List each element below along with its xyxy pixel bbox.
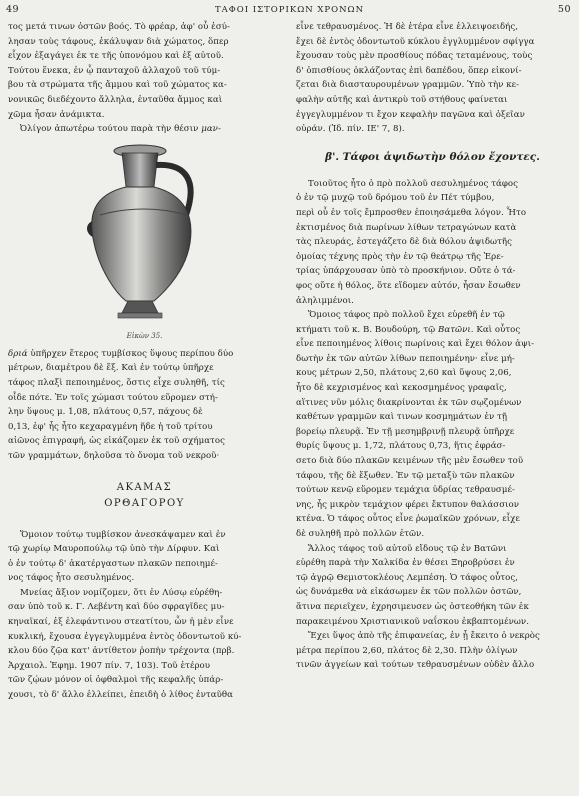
- text-line: ὁμοίας τέχνης πρὸς τὴν ἐν τῷ θεάτρῳ τῆς Ἐρε-: [296, 251, 504, 262]
- text-line: Τούτου ἕνεκα, ἐν ᾧ πανταχοῦ ἀλλαχοῦ τοῦ τύμ-: [8, 65, 221, 76]
- figure-caption: Εἰκὼν 35.: [126, 331, 163, 340]
- text-line: κτένα. Ὁ τάφος οὗτος εἶνε ῥωμαϊκῶν χρόνων, εἶχε: [296, 514, 520, 525]
- section-subheading: β'. Τάφοι ἁψιδωτὴν θόλον ἔχοντες.: [325, 150, 540, 163]
- text-line: τὰς πλευράς, ἐστεγάζετο δὲ διὰ θόλου ἁψιδωτῆς: [296, 237, 512, 248]
- text-line: Ἄλλος τάφος τοῦ αὐτοῦ εἴδους τῷ ἐν Βατῶνι: [308, 543, 507, 554]
- text-line: τινῶν ἀγγείων καὶ τούτων τεθραυσμένων οὐδὲν ἄλλο: [296, 660, 535, 671]
- text-line: Ὅμοιον τούτῳ τυμβίσκον ἀνεσκάψαμεν καὶ ἐν: [20, 529, 226, 540]
- text-line: ἅτινα περιεῖχεν, ἐχρησιμευσεν ὡς ὀστεοθήκη τῶν ἐκ: [296, 601, 529, 612]
- text-line: ἀληλιμμένοι.: [296, 295, 354, 306]
- inscription-line-2: ΟΡΘΑΓΟΡΟΥ: [104, 497, 185, 509]
- text-line: κηναϊκαί, ἐξ ἐλεφάντινου στεατίτου, ὧν ἡ μὲν εἶνε: [8, 617, 234, 628]
- text-line: τῷ ἀγρῷ Θεμιστοκλέους Λεμπέση. Ὁ τάφος οὗτος,: [296, 572, 519, 583]
- text-line: κους μέτρων 2,50, πλάτους 2,60 καὶ ὕψους 2,06,: [296, 368, 512, 379]
- running-title: ΤΑΦΟΙ ΙΣΤΟΡΙΚΩΝ ΧΡΟΝΩΝ: [214, 5, 365, 15]
- text-line: Τοιοῦτος ἦτο ὁ πρὸ πολλοῦ σεσυλημένος τάφος: [308, 178, 519, 189]
- text-line: κτήματι τοῦ κ. Β. Βουδούρη, τῷ Βατῶνι. Καὶ οὗτος: [296, 324, 521, 335]
- text-line: μέτρων, διαμέτρου δὲ ἕξ. Καὶ ἐν τούτῳ ὑπῆρχε: [8, 363, 214, 374]
- text-line: τῷ χωρίῳ Μαυροπούλῳ τῷ ὑπὸ τὴν Δίρφυν. Καὶ: [8, 544, 220, 555]
- text-line: Ὀλίγον ἀπωτέρω τούτου παρὰ τὴν θέσιν μαν-: [20, 124, 221, 135]
- text-line: δὲ συληθῆ πρὸ πολλῶν ἐτῶν.: [296, 529, 425, 539]
- text-line: τῶν ζῴων μόνον οἱ ὀφθαλμοὶ τῆς κεφαλῆς ὑπάρ-: [8, 675, 224, 686]
- text-line: τάφου, τῆς δὲ ἔξωθεν. Ἐν τῷ μεταξὺ τῶν πλακῶν: [296, 470, 515, 481]
- text-line: Ἔχει ὕψος ἀπὸ τῆς ἐπιφανείας, ἐν ᾗ ἔκειτο ὁ νεκρὸς: [308, 631, 540, 642]
- text-line: σετο διὰ δύο πλακῶν κειμένων τῆς μὲν ἔσωθεν τοῦ: [296, 456, 524, 467]
- text-line: παρακειμένου Χριστιανικοῦ ναΐσκου ἐκβαπτομένων.: [296, 616, 529, 627]
- inscription-line-1: ΑΚΑΜΑΣ: [116, 481, 173, 493]
- text-line: ἔχει δὲ ἐντὸς ὀδοντωτοῦ κύκλου ἐγγλυμμένον σφίγγα: [296, 36, 535, 47]
- text-line: εἶχον ἐξαγάγει ἐκ τε τῆς ὑπονόμου καὶ ἐξ αὐτοῦ.: [8, 51, 224, 62]
- text-line: μέτρα περίπου 2,60, πλάτος δὲ 2,30. Πλὴν ὀλίγων: [296, 645, 518, 656]
- text-line: χῶμα ἦσαν ἀνάμικτα.: [8, 109, 105, 120]
- text-line: εἶνε πεποιημένος λίθοις πωρίνοις καὶ ἔχει θόλον ἁψι-: [296, 339, 535, 350]
- text-line: Ὅμοιος τάφος πρὸ πολλοῦ ἔχει εὑρεθῆ ἐν τῷ: [308, 310, 505, 321]
- text-line: ἐκτισμένος διὰ πωρίνων λίθων τετραγώνων κατὰ: [296, 222, 517, 233]
- text-line: νης, ἧς μικρὸν τεμάχιον φέρει ἔκτυπον θαλάσσιον: [296, 499, 520, 510]
- text-line: οἶδε πότε. Ἐν τοῖς χώμασι τούτου εὕρομεν στή-: [8, 392, 218, 403]
- right-column: [296, 20, 569, 673]
- text-line: ἦτο δὲ κεχρισμένος καὶ κεκοσμημένος γραφαῖς,: [296, 383, 507, 394]
- hydria-vase-image: [8, 137, 281, 332]
- text-line: 0,13, ἐφ' ἧς ἦτο κεχαραγμένη ἥδε ἡ τοῦ τρίτου: [8, 421, 213, 432]
- page-number-right: 50: [557, 4, 571, 15]
- text-line: ὁ ἐν τῷ μυχῷ τοῦ δρόμου τοῦ ἐν Πέτ τύμβου,: [296, 193, 495, 204]
- text-line: σαν ὑπὸ τοῦ κ. Γ. Λεβέντη καὶ δύο σφραγῖδες μυ-: [8, 602, 225, 613]
- text-line: αἵτινες νῦν μόλις διακρίνονται ἐκ τῶν σῳζομένων: [296, 397, 522, 408]
- text-line: νος τάφος ἦτο σεσυλημένος.: [8, 573, 135, 584]
- text-line: Μνείας ἄξιον νομίζομεν, ὅτι ἐν Λύσῳ εὑρέθη-: [20, 587, 223, 598]
- text-line: βορείῳ πλευρᾷ. Ἐν τῇ μεσημβρινῇ πλευρᾷ ὑπῆρχε: [296, 426, 515, 437]
- text-line: λησαν τοὺς τάφους, ἐκάλυψαν διὰ χώματος, ὅπερ: [8, 36, 229, 47]
- text-line: ἔχουσαν τοὺς μὲν προσθίους πόδας τεταμένους, τοὺς: [296, 51, 533, 62]
- text-line: οὐράν. (Ἰδ. πίν. ΙΕ' 7, 8).: [296, 124, 405, 135]
- figure-35: [8, 137, 281, 347]
- text-line: τούτων κενῷ εὕρομεν τεμάχια ὑδρίας τεθραυσμέ-: [296, 485, 515, 496]
- text-line: δριά ὑπῆρχεν ἕτερος τυμβίσκος ὕψους περίπου δύο: [8, 348, 234, 359]
- text-line: τος μετά τινων ὀστῶν βοός. Τὸ φρέαρ, ἀφ' οὗ ἐσύ-: [8, 22, 230, 32]
- text-line: δωτὴν ἐκ τῶν αὐτῶν λίθων πεποιημένην· εἶνε μή-: [296, 353, 515, 364]
- text-line: ὁ ἐν τούτῳ δ' ἀκατέργαστων πλακῶν πεποιημέ-: [8, 558, 218, 569]
- text-line: ἐγγεγλυμμένον τι ἔχον κεφαλὴν παγῶνα καὶ ὀξεῖαν: [296, 109, 525, 120]
- text-line: περὶ οὗ ἐν τοῖς ἔμπροσθεν ἐποιησάμεθα λόγον. Ἦτο: [296, 207, 527, 218]
- text-line: αἰῶνος ἐπιγραφή, ὡς εἰκάζομεν ἐκ τοῦ σχήματος: [8, 436, 225, 447]
- text-line: κυκλική, ἔχουσα ἐγγεγλυμμένα ἐντὸς ὀδοντωτοῦ κύ-: [8, 631, 242, 642]
- text-line: νονικῶς διεδέχοντο ἄλληλα, ἐνταῦθα ἄμμος καὶ: [8, 94, 223, 105]
- text-line: φαλὴν αὐτῆς καὶ ἀντικρὺ τοῦ στήθους φαίνεται: [296, 94, 508, 105]
- text-line: εὑρέθη παρὰ τὴν Χαλκίδα ἐν θέσει Ξηροβρύσει ἐν: [296, 558, 515, 569]
- text-line: τάφος πλαξὶ πεποιημένος, ὅστις εἶχε συληθῆ, τίς: [8, 377, 225, 388]
- running-header: [0, 4, 579, 18]
- left-column: [8, 20, 281, 703]
- text-line: ζεται διὰ διασταυρουμένων γραμμῶν. Ὑπὸ τὴν κε-: [296, 80, 520, 91]
- text-line: Ἀρχαιολ. Ἐφημ. 1907 πίν. 7, 103). Τοῦ ἑτέρου: [8, 660, 211, 671]
- text-line: καθέτων γραμμῶν καὶ τινων κοσμημάτων ἐν τῇ: [296, 412, 508, 423]
- text-line: τῶν γραμμάτων, δηλοῦσα τὸ ὄνομα τοῦ νεκροῦ·: [8, 450, 220, 461]
- text-line: θυρίς ὕψους μ. 1,72, πλάτους 0,73, ἥτις ἐφράσ-: [296, 441, 506, 452]
- text-line: βου τὰ στρώματα τῆς ἄμμου καὶ τοῦ χώματος κα-: [8, 80, 227, 91]
- text-line: φος οὔτε ἡ θόλος, ὅτε εἴδομεν αὐτόν, ἦσαν ἔσωθεν: [296, 280, 521, 291]
- text-line: λην ὕψους μ. 1,08, πλάτους 0,57, πάχους δὲ: [8, 407, 203, 418]
- text-line: κλου δύο ζῷα κατ' ἀντίθετον ῥοπὴν τρέχοντα (πρβ.: [8, 646, 235, 657]
- page-number-left: 49: [6, 4, 20, 15]
- text-line: δ' ὀπισθίους ὀκλάζοντας ἐπὶ δαπέδου, ὅπερ εἰκονί-: [296, 65, 522, 76]
- text-line: τρίας ὑπάρχουσαν ὑπὸ τὸ προσκήνιον. Οὔτε ὁ τά-: [296, 266, 516, 277]
- text-line: χουσι, τὸ δ' ἄλλο ἐλλείπει, ἐπειδὴ ὁ λίθος ἐνταῦθα: [8, 690, 233, 701]
- text-line: εἶνε τεθραυσμένος. Ἡ δὲ ἑτέρα εἶνε ἐλλειψοειδής,: [296, 22, 519, 32]
- text-line: ὡς δυνάμεθα νὰ εἰκάσωμεν ἐκ τῶν πολλῶν ὀστῶν,: [296, 587, 522, 598]
